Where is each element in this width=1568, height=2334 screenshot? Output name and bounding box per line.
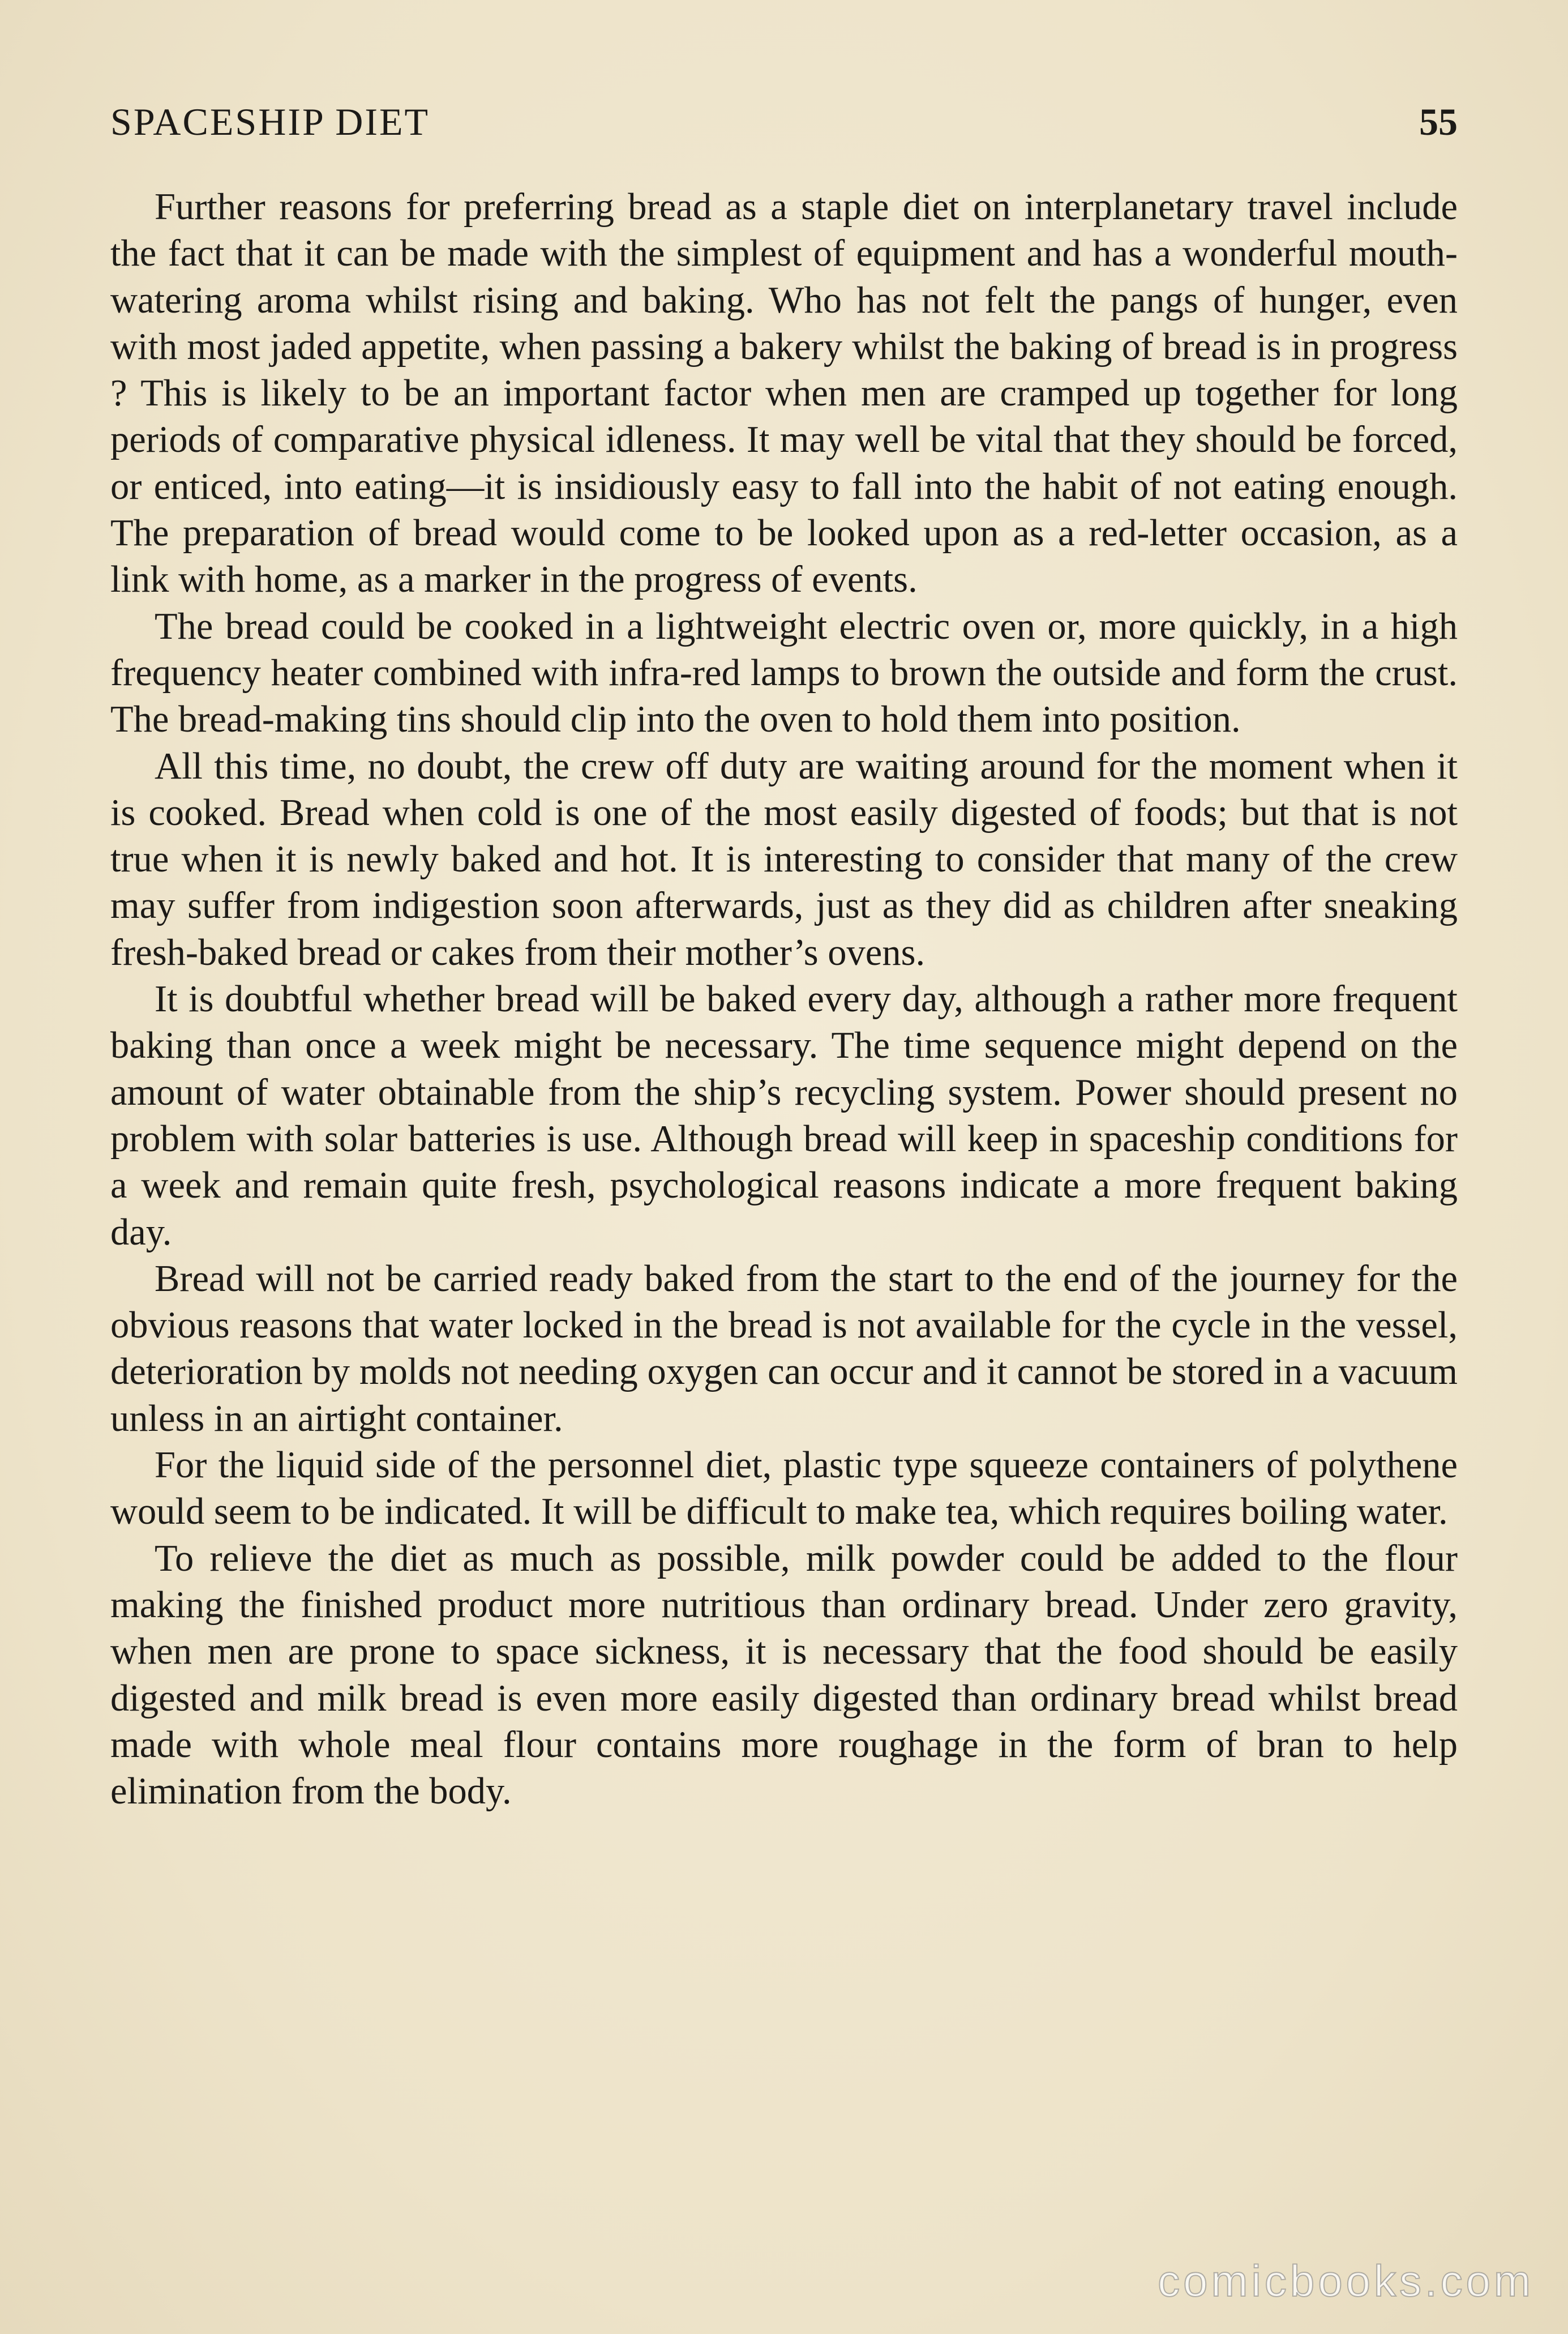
paragraph: All this time, no doubt, the crew off duty are waiting around for the moment when it is cooked. Bread when cold is one of the most easily digested of foods; but that is not true when it is newly baked and hot. It is interesting to consider that many of the crew may suffer from indigestion soon afterwards, just as they did as children after sneaking fresh-baked bread or cakes from their mother’s ovens. — [110, 745, 1458, 973]
watermark: comicbooks.com — [1158, 2256, 1534, 2306]
page-number: 55 — [1419, 100, 1458, 143]
running-title: SPACESHIP DIET — [110, 100, 430, 143]
body-text — [110, 184, 1458, 1815]
paragraph: To relieve the diet as much as possible, milk powder could be added to the flour making the finished product more nutritious than ordinary bread. Under zero gravity, when men are prone to space sickness, it is necessary that the food should be easily digested and milk bread is even more easily digested than ordinary bread whilst bread made with whole meal flour contains more roughage in the form of bran to help elimination from the body. — [110, 1537, 1458, 1813]
running-head — [110, 96, 1458, 147]
paragraph: Further reasons for preferring bread as a staple diet on interplanetary travel include the fact that it can be made with the simplest of equipment and has a wonderful mouth-watering aroma whilst rising and baking. Who has not felt the pangs of hunger, even with most jaded appetite, when passing a bakery whilst the baking of bread is in progress ? This is likely to be an important factor when men are cramped up together for long periods of comparative physical idleness. It may well be vital that they should be forced, or enticed, into eating—it is insidiously easy to fall into the habit of not eating enough. The preparation of bread would come to be looked upon as a red-letter occasion, as a link with home, as a marker in the progress of events. — [110, 186, 1458, 601]
paragraph: Bread will not be carried ready baked from the start to the end of the journey for the obvious reasons that water locked in the bread is not available for the cycle in the vessel, deterioration by molds not needing oxygen can occur and it cannot be stored in a vacuum unless in an airtight container. — [110, 1258, 1458, 1439]
paragraph: It is doubtful whether bread will be baked every day, although a rather more frequent baking than once a week might be necessary. The time sequence might depend on the amount of water obtainable from the ship’s recycling system. Power should present no problem with solar batteries is use. Although bread will keep in spaceship conditions for a week and remain quite fresh, psychological reasons indicate a more frequent baking day. — [110, 978, 1458, 1253]
paragraph: The bread could be cooked in a lightweight electric oven or, more quickly, in a high frequency heater combined with infra-red lamps to brown the outside and form the crust. The bread-making tins should clip into the oven to hold them into position. — [110, 605, 1458, 741]
paragraph: For the liquid side of the personnel diet, plastic type squeeze containers of polythene would seem to be indicated. It will be difficult to make tea, which requires boiling water. — [110, 1444, 1458, 1533]
